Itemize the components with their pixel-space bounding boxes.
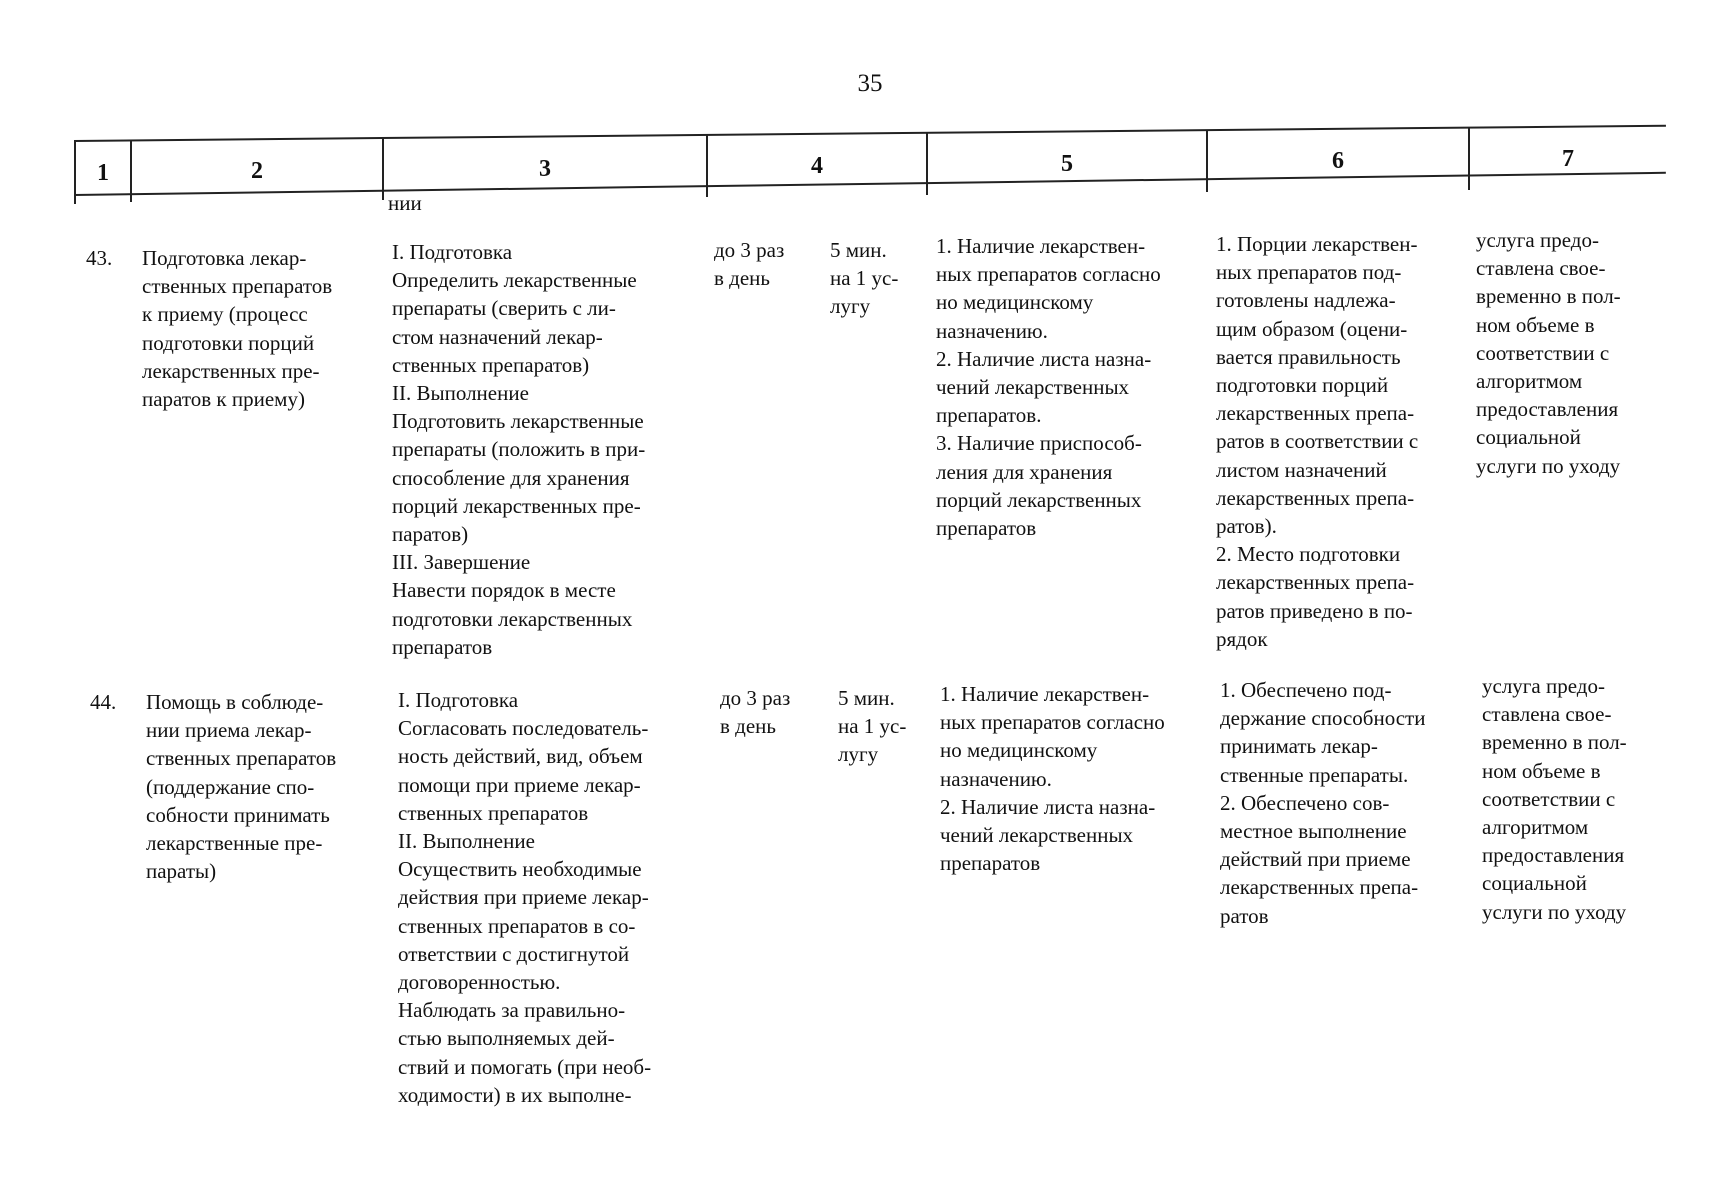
text-line: II. Выполнение (398, 829, 535, 854)
text-line: способление для хранения (392, 465, 630, 490)
text-line: щим образом (оцени- (1216, 316, 1408, 341)
text-line: стью выполняемых дей- (398, 1026, 615, 1051)
text-line: в день (720, 714, 776, 739)
text-line: предоставления (1482, 843, 1625, 868)
text-line: лугу (838, 742, 879, 767)
text-line: соответствии с (1476, 340, 1610, 365)
text-line: договоренностью. (398, 970, 561, 995)
frequency-cell (720, 684, 816, 740)
text-line: чений лекарственных (940, 823, 1134, 848)
text-line: действий при приеме (1220, 847, 1411, 872)
text-line: но медицинскому (940, 738, 1098, 763)
text-line: готовлены надлежа- (1216, 288, 1396, 313)
conditions-cell (940, 680, 1198, 877)
text-line: ратов в соответствии с (1216, 429, 1419, 454)
text-line: рядок (1216, 626, 1268, 651)
text-line: ратов приведено в по- (1216, 598, 1413, 623)
text-line: услуга предо- (1482, 674, 1605, 698)
results-cell (1220, 676, 1464, 930)
service-name-cell (146, 688, 378, 885)
text-line: лугу (830, 294, 871, 319)
text-line: подготовки порций (1216, 373, 1389, 398)
table-header (74, 132, 1666, 194)
text-line: но медицинскому (936, 290, 1094, 315)
header-col-6: 6 (1206, 130, 1468, 192)
text-line: препаратов (940, 851, 1041, 876)
text-line: 1. Наличие лекарствен- (940, 682, 1150, 706)
text-line: 1. Порции лекарствен- (1216, 232, 1418, 256)
text-line: ствий и помогать (при необ- (398, 1054, 652, 1079)
text-line: ных препаратов под- (1216, 260, 1402, 285)
text-line: помощи при приеме лекар- (398, 772, 641, 797)
text-line: ных препаратов согласно (936, 262, 1161, 287)
text-line: ном объеме в (1476, 312, 1595, 337)
text-line: назначению. (936, 318, 1048, 343)
text-line: 3. Наличие приспособ- (936, 431, 1142, 456)
text-line: Наблюдать за правильно- (398, 998, 626, 1023)
row-number: 44. (90, 690, 117, 714)
text-line: временно в пол- (1476, 284, 1621, 309)
page-number: 35 (857, 70, 883, 97)
duration-cell (838, 684, 922, 769)
text-line: лекарственные пре- (146, 831, 323, 856)
text-line: держание способности (1220, 706, 1426, 731)
text-line: соответствии с (1482, 786, 1616, 811)
text-line: в день (714, 266, 770, 291)
text-line: Согласовать последователь- (398, 716, 649, 741)
text-line: Навести порядок в месте (392, 578, 616, 603)
text-line: подготовки порций (142, 330, 315, 355)
text-line: ратов (1220, 903, 1269, 928)
text-line: услуги по уходу (1482, 899, 1627, 924)
duration-cell (830, 236, 916, 321)
text-line: нии приема лекар- (146, 718, 312, 743)
text-line: ственных препаратов) (392, 352, 590, 377)
header-col-4: 4 (706, 135, 926, 197)
text-line: ность действий, вид, объем (398, 744, 643, 769)
text-line: 5 мин. (830, 238, 887, 262)
text-line: лекарственных препа- (1220, 875, 1419, 900)
text-line: препараты (положить в при- (392, 437, 646, 462)
text-line: временно в пол- (1482, 730, 1627, 755)
text-line: Подготовка лекар- (142, 246, 307, 270)
results-cell (1216, 230, 1460, 653)
text-line: ственных препаратов (398, 800, 589, 825)
text-line: Осуществить необходимые (398, 857, 642, 882)
text-line: ном объеме в (1482, 758, 1601, 783)
conditions-cell (936, 232, 1194, 542)
text-line: собности принимать (146, 802, 330, 827)
text-line: ответствии с достигнутой (398, 941, 630, 966)
text-line: препаратов (936, 516, 1037, 541)
text-line: местное выполнение (1220, 819, 1407, 844)
text-line: порций лекарственных пре- (392, 493, 641, 518)
header-col-7: 7 (1468, 128, 1666, 190)
text-line: I. Подготовка (392, 240, 513, 264)
header-col-2: 2 (130, 140, 382, 202)
service-content-cell (398, 686, 704, 1109)
text-line: социальной (1476, 425, 1581, 450)
text-line: II. Выполнение (392, 381, 529, 406)
text-line: ственные препараты. (1220, 762, 1409, 787)
text-line: 2. Обеспечено сов- (1220, 790, 1390, 815)
text-line: назначению. (940, 766, 1052, 791)
text-line: ственных препаратов в со- (398, 913, 636, 938)
text-line: услуги по уходу (1476, 453, 1621, 478)
text-line: порций лекарственных (936, 487, 1142, 512)
text-line: подготовки лекарственных (392, 606, 633, 631)
text-line: лекарственных пре- (142, 358, 320, 383)
text-line: параты) (146, 859, 217, 884)
text-line: принимать лекар- (1220, 734, 1378, 759)
text-line: к приему (процесс (142, 302, 308, 327)
text-line: стом назначений лекар- (392, 324, 603, 349)
assessment-cell (1476, 226, 1656, 480)
text-line: ственных препаратов (142, 274, 333, 299)
text-line: Определить лекарственные (392, 268, 637, 293)
text-line: чений лекарственных (936, 375, 1130, 400)
text-line: препаратов (392, 634, 493, 659)
text-line: социальной (1482, 871, 1587, 896)
service-name-cell (142, 244, 374, 413)
header-col-5: 5 (926, 133, 1206, 195)
text-line: до 3 раз (720, 686, 791, 710)
text-line: ратов). (1216, 514, 1277, 539)
text-line: лекарственных препа- (1216, 401, 1415, 426)
text-line: III. Завершение (392, 550, 531, 575)
text-line: до 3 раз (714, 238, 785, 262)
text-line: лекарственных препа- (1216, 485, 1415, 510)
text-line: ставлена свое- (1476, 256, 1606, 281)
text-line: вается правильность (1216, 344, 1401, 369)
text-line: ных препаратов согласно (940, 710, 1165, 735)
text-line: 2. Место подготовки (1216, 542, 1401, 567)
text-line: 2. Наличие листа назна- (936, 346, 1152, 371)
service-content-cell (392, 238, 700, 661)
text-line: Помощь в соблюде- (146, 690, 324, 714)
text-line: предоставления (1476, 397, 1619, 422)
text-line: ходимости) в их выполне- (398, 1082, 632, 1107)
row-number: 43. (86, 246, 113, 270)
text-line: ления для хранения (936, 459, 1113, 484)
text-line: паратов) (392, 522, 469, 547)
text-line: услуга предо- (1476, 228, 1599, 252)
text-line: 2. Наличие листа назна- (940, 794, 1156, 819)
text-line: алгоритмом (1476, 369, 1583, 394)
text-line: на 1 ус- (830, 266, 899, 291)
text-line: паратов к приему) (142, 387, 305, 412)
text-line: препаратов. (936, 403, 1042, 428)
text-line: 1. Наличие лекарствен- (936, 234, 1146, 258)
text-line: лекарственных препа- (1216, 570, 1415, 595)
assessment-cell (1482, 672, 1662, 926)
continuation-text: нии (388, 191, 422, 215)
text-line: (поддержание спо- (146, 774, 315, 799)
text-line: I. Подготовка (398, 688, 519, 712)
header-col-3: 3 (382, 138, 706, 200)
text-line: действия при приеме лекар- (398, 885, 649, 910)
frequency-cell (714, 236, 812, 292)
text-line: на 1 ус- (838, 714, 907, 739)
text-line: ственных препаратов (146, 746, 337, 771)
text-line: 5 мин. (838, 686, 895, 710)
text-line: ставлена свое- (1482, 702, 1612, 727)
text-line: листом назначений (1216, 457, 1387, 482)
text-line: алгоритмом (1482, 815, 1589, 840)
text-line: препараты (сверить с ли- (392, 296, 616, 321)
text-line: 1. Обеспечено под- (1220, 678, 1392, 702)
text-line: Подготовить лекарственные (392, 409, 644, 434)
header-col-1: 1 (74, 142, 130, 204)
